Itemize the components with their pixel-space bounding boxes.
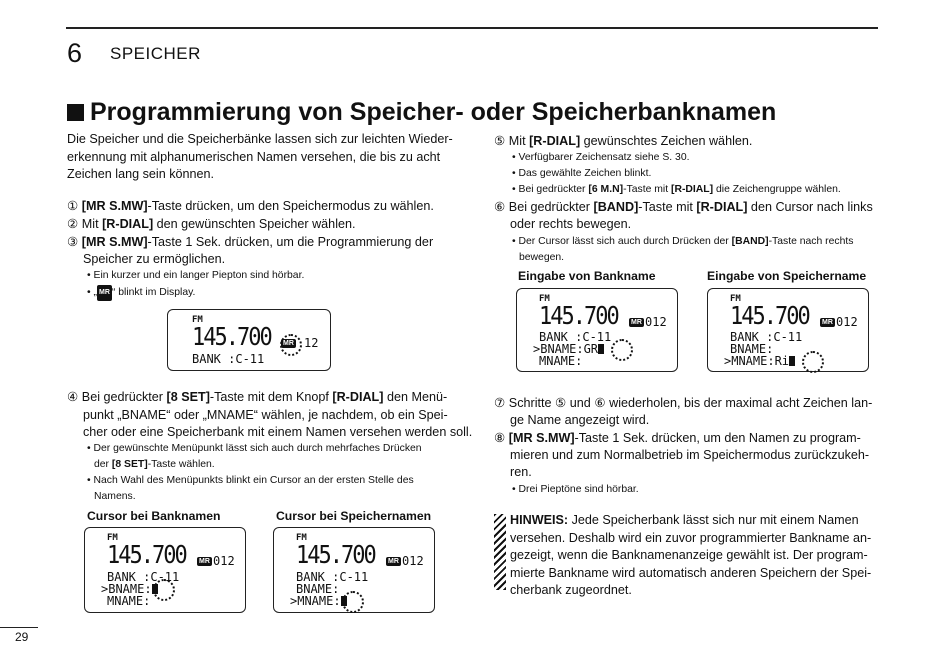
step-3-note-1: • Ein kurzer und ein langer Piepton sind hörbar. (87, 270, 305, 281)
step-3: ③ [MR S.MW]-Taste 1 Sek. drücken, um die Programmierung der (67, 235, 434, 249)
step-4-cont-1: punkt „BNAME“ oder „MNAME“ wählen, je nachdem, ob ein Spei- (83, 408, 448, 422)
bank-row: BANK :C-11 (539, 330, 612, 344)
step-8-note-1: • Drei Pieptöne sind hörbar. (512, 484, 639, 495)
lcd-display-cursor-bank (84, 527, 246, 613)
mname-row: >MNAME:Ri (724, 355, 795, 367)
mr-icon: MR (822, 319, 833, 326)
step-4: ④ Bei gedrückter [8 SET]-Taste mit dem Knopf [R-DIAL] den Menü- (67, 390, 448, 404)
mr-icon: MR (388, 558, 399, 565)
bank-row: BANK :C-11 (296, 570, 369, 584)
lcd-display-memory (167, 309, 331, 371)
step-4-cont-2: cher oder eine Speicherbank mit einem Namen versehen werden soll. (83, 425, 473, 439)
channel-number: 012 (402, 554, 424, 568)
step-5-note-2: • Das gewählte Zeichen blinkt. (512, 168, 652, 179)
fm-indicator: FM (730, 294, 741, 304)
bname-row: BNAME: (296, 582, 340, 596)
mr-icon: MR (97, 285, 112, 301)
intro-text: Die Speicher und die Speicherbänke lassen sich zur leichten Wieder- erkennung mit alphanumerischen Namen versehen, die bis zu acht Zeichen lang sein können. (67, 132, 453, 181)
note-text: HINWEIS: Jede Speicherbank lässt sich nur mit einem Namen versehen. Deshalb wird ein zuvor programmierter Bankname an- gezeigt, wenn die Banknamenanzeige gewählt ist. Der program- mierte Bankname wird automatisch anderen Speichern der Spei- cherbank zugeordnet. (510, 513, 872, 597)
blink-indicator-icon (802, 351, 824, 373)
step-2: ② Mit [R-DIAL] den gewünschten Speicher wählen. (67, 217, 356, 231)
channel-number: 012 (645, 315, 667, 329)
step-1: ① [MR S.MW]-Taste drücken, um den Speichermodus zu wählen. (67, 199, 434, 213)
bank-row: BANK :C-11 (107, 570, 180, 584)
bname-row: >BNAME: (101, 583, 158, 595)
header-rule (66, 27, 878, 29)
step-6-cont: oder rechts bewegen. (510, 217, 632, 231)
lcd-display-input-mem (707, 288, 869, 372)
step-6-note-1: • Der Cursor lässt sich auch durch Drücken der [BAND]-Taste nach rechts (512, 236, 854, 247)
fm-indicator: FM (192, 315, 203, 325)
bank-row: BANK :C-11 (192, 352, 265, 366)
note-hatch-icon (494, 514, 506, 590)
footer-rule (0, 627, 38, 628)
caption-cursor-mem: Cursor bei Speichernamen (276, 509, 432, 523)
mname-row: >MNAME: (290, 595, 347, 607)
step-4-note-1b: der [8 SET]-Taste wählen. (94, 459, 215, 470)
step-8: ⑧ [MR S.MW]-Taste 1 Sek. drücken, um den Namen zu program- (494, 431, 861, 445)
bank-row: BANK :C-11 (730, 330, 803, 344)
caption-input-mem: Eingabe von Speichername (707, 269, 867, 283)
mr-icon: MR (199, 558, 210, 565)
step-4-note-2: • Nach Wahl des Menüpunkts blinkt ein Cursor an der ersten Stelle des (87, 475, 414, 486)
step-7: ⑦ Schritte ⑤ und ⑥ wiederholen, bis der maximal acht Zeichen lan- (494, 396, 873, 410)
blink-indicator-icon (342, 591, 364, 613)
frequency-readout: 145.700 (296, 541, 375, 570)
step-6: ⑥ Bei gedrückter [BAND]-Taste mit [R-DIAL] den Cursor nach links (494, 200, 873, 214)
text-cursor-icon (598, 344, 604, 354)
step-8-cont-2: ren. (510, 465, 532, 479)
square-bullet-icon (67, 104, 84, 121)
step-3-cont: Speicher zu ermöglichen. (83, 252, 226, 266)
step-5-note-3: • Bei gedrückter [6 M.N]-Taste mit [R-DIAL] die Zeichengruppe wählen. (512, 184, 841, 195)
bname-row: >BNAME:GR (533, 343, 604, 355)
frequency-readout: 145.700 (192, 323, 271, 352)
frequency-readout: 145.700 (539, 302, 618, 331)
section-title: Programmierung von Speicher- oder Speicherbanknamen (67, 98, 776, 127)
page-number: 29 (15, 630, 29, 644)
fm-indicator: FM (539, 294, 550, 304)
fm-indicator: FM (107, 533, 118, 543)
blink-indicator-icon (153, 579, 175, 601)
channel-number: 012 (213, 554, 235, 568)
fm-indicator: FM (296, 533, 307, 543)
step-7-cont: ge Name angezeigt wird. (510, 413, 650, 427)
step-5: ⑤ Mit [R-DIAL] gewünschtes Zeichen wählen. (494, 134, 753, 148)
step-3-note-2: • „ MR “ blinkt im Display. (87, 285, 195, 301)
text-cursor-icon (789, 356, 795, 366)
step-8-cont-1: mieren und zum Normalbetrieb im Speichermodus zurückzukeh- (510, 448, 870, 462)
blink-indicator-icon (611, 339, 633, 361)
channel-number: 012 (836, 315, 858, 329)
step-4-note-1: • Der gewünschte Menüpunkt lässt sich auch durch mehrfaches Drücken (87, 443, 422, 454)
mname-row: MNAME: (107, 594, 151, 608)
step-4-note-2b: Namens. (94, 491, 136, 502)
frequency-readout: 145.700 (107, 541, 186, 570)
mname-row: MNAME: (539, 354, 583, 368)
lcd-display-cursor-mem (273, 527, 435, 613)
lcd-display-input-bank (516, 288, 678, 372)
chapter-title: SPEICHER (110, 44, 201, 63)
channel-number: 12 (304, 336, 319, 350)
caption-input-bank: Eingabe von Bankname (518, 269, 656, 283)
chapter-number: 6 (67, 38, 83, 68)
frequency-readout: 145.700 (730, 302, 809, 331)
step-5-note-1: • Verfügbarer Zeichensatz siehe S. 30. (512, 152, 690, 163)
step-6-note-1b: bewegen. (519, 252, 565, 263)
bname-row: BNAME: (730, 342, 774, 356)
mr-icon: MR (631, 319, 642, 326)
caption-cursor-bank: Cursor bei Banknamen (87, 509, 221, 523)
mr-icon: MR (283, 340, 294, 347)
